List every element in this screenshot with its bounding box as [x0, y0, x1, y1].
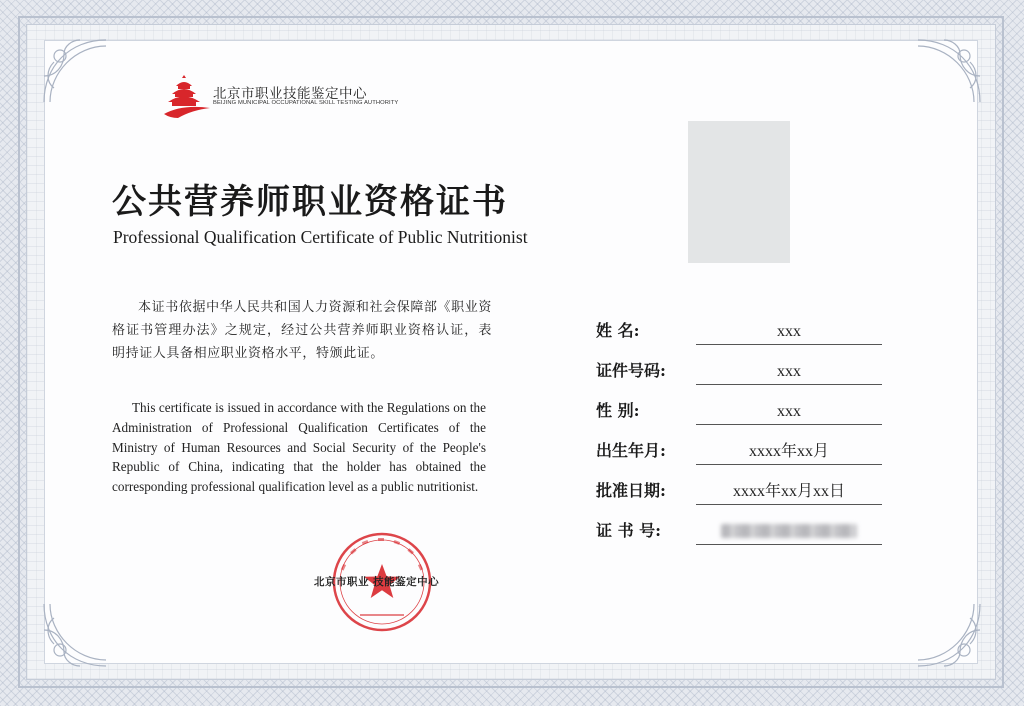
field-label: 证件号码: [596, 361, 666, 380]
temple-of-heaven-logo-icon [162, 74, 212, 120]
corner-ornament-icon [40, 36, 110, 106]
corner-ornament-icon [914, 600, 984, 670]
statement-cn-text: 本证书依据中华人民共和国人力资源和社会保障部《职业资格证书管理办法》之规定，经过公共营养师职业资格认证，表明持证人具备相应职业资格水平，特颁此证。 [112, 300, 492, 361]
field-value: xxx [696, 398, 882, 425]
issuer-name-en: BEIJING MUNICIPAL OCCUPATIONAL SKILL TESTING AUTHORITY [213, 100, 399, 106]
field-value: xxx [696, 318, 882, 345]
field-value: xxxx年xx月 [696, 438, 882, 465]
statement-en-text: This certificate is issued in accordance with the Regulations on the Administration of Professional Qualification Certificates of the Ministry of Human Resources and Social Security of the People's Republic of China, indicating that the holder has obtained the corresponding professional qualification level as a public nutritionist. [112, 400, 486, 495]
field-label: 批准日期: [596, 481, 666, 500]
field-value: xxx [696, 358, 882, 385]
field-label: 姓 名: [596, 321, 640, 340]
field-label: 证 书 号: [596, 521, 662, 540]
field-gender [596, 398, 886, 428]
field-name [596, 318, 886, 348]
field-birth [596, 438, 886, 468]
seal-issuer-text: 北京市职业 技能鉴定中心 [314, 576, 440, 588]
statement-en [112, 398, 486, 497]
corner-ornament-icon [914, 36, 984, 106]
field-value [696, 518, 882, 545]
field-label: 性 别: [596, 401, 640, 420]
field-approval-date [596, 478, 886, 508]
field-value: xxxx年xx月xx日 [696, 478, 882, 505]
certificate-title-cn: 公共营养师职业资格证书 [112, 182, 508, 222]
holder-photo [688, 121, 790, 263]
field-label: 出生年月: [596, 441, 666, 460]
corner-ornament-icon [40, 600, 110, 670]
field-id-number [596, 358, 886, 388]
issuer-name-cn: 北京市职业技能鉴定中心 [213, 86, 367, 102]
statement-cn [112, 296, 492, 365]
certificate-title-en: Professional Qualification Certificate of Public Nutritionist [113, 227, 528, 247]
field-certificate-number [596, 518, 886, 548]
redacted-number [721, 524, 857, 538]
